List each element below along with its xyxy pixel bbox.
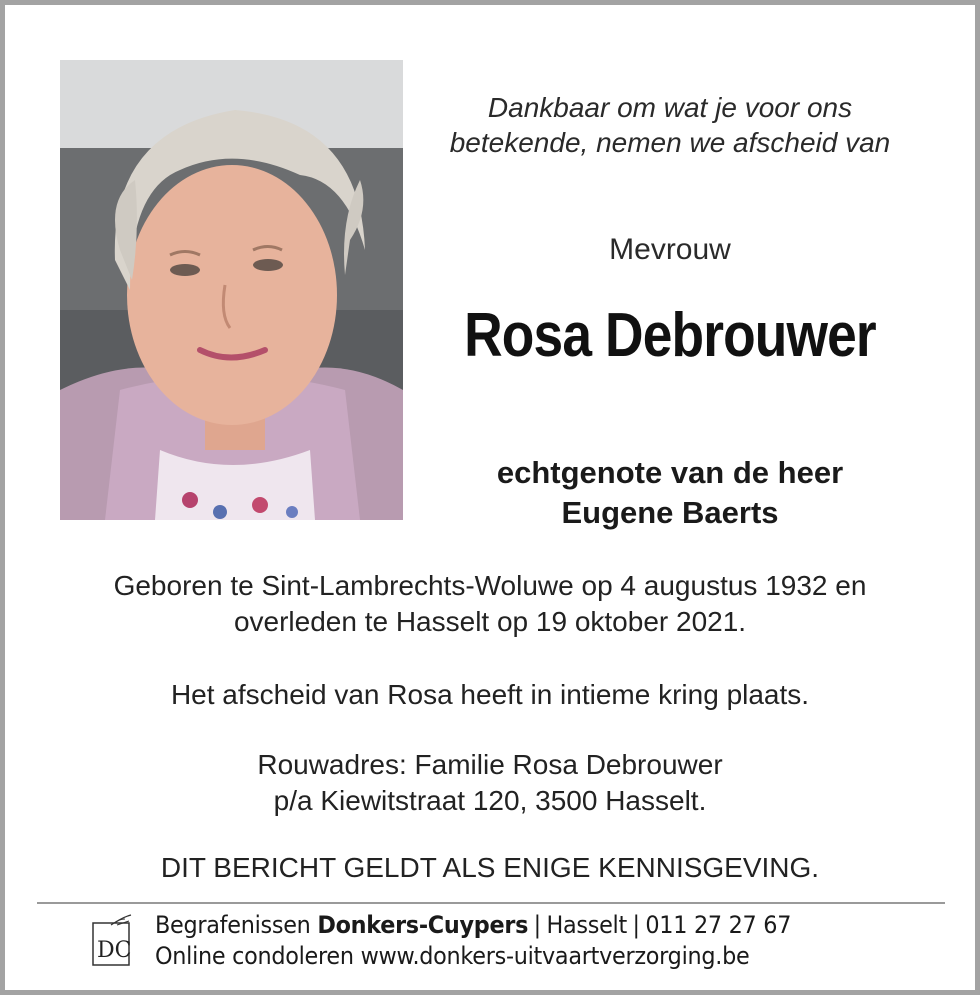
footer-divider — [37, 902, 945, 904]
intro-text — [410, 90, 930, 160]
address-line-1: Rouwadres: Familie Rosa Debrouwer — [257, 749, 723, 780]
funeral-home-logo — [89, 913, 135, 969]
footer-line-1: Begrafenissen Donkers-Cuypers | Hasselt | 011 27 27 67 — [155, 911, 792, 939]
intro-line-2: betekende, nemen we afscheid van — [449, 127, 891, 158]
birth-death-details — [5, 568, 975, 640]
footer-line-2 — [155, 941, 791, 972]
company-city: Hasselt — [546, 911, 627, 939]
notice-text: DIT BERICHT GELDT ALS ENIGE KENNISGEVING. — [160, 852, 820, 883]
born-line-2: overleden te Hasselt op 19 oktober 2021. — [233, 606, 747, 637]
mourning-address — [5, 747, 975, 819]
spouse-name: Eugene Baerts — [561, 495, 779, 530]
honorific: Mevrouw — [609, 233, 731, 266]
footer-prefix: Begrafenissen — [155, 911, 311, 939]
intro-line-1: Dankbaar om wat je voor ons — [487, 92, 853, 123]
website-link[interactable]: www.donkers-uitvaartverzorging.be — [360, 942, 750, 970]
portrait-photo — [60, 60, 403, 520]
svg-text:DC: DC — [97, 938, 132, 963]
company-name: Donkers-Cuypers — [317, 911, 529, 939]
address-line-2: p/a Kiewitstraat 120, 3500 Hasselt. — [273, 785, 707, 816]
spouse-line-1: echtgenote van de heer — [496, 455, 844, 490]
online-label: Online condoleren — [155, 942, 354, 970]
born-line-1: Geboren te Sint-Lambrechts-Woluwe op 4 augustus 1932 en — [113, 570, 867, 601]
farewell-text: Het afscheid van Rosa heeft in intieme kring plaats. — [170, 679, 810, 710]
funeral-home-info — [155, 910, 791, 972]
deceased-name: Rosa Debrouwer — [464, 301, 876, 370]
spouse-info — [410, 453, 930, 533]
company-phone[interactable]: 011 27 27 67 — [645, 911, 792, 939]
